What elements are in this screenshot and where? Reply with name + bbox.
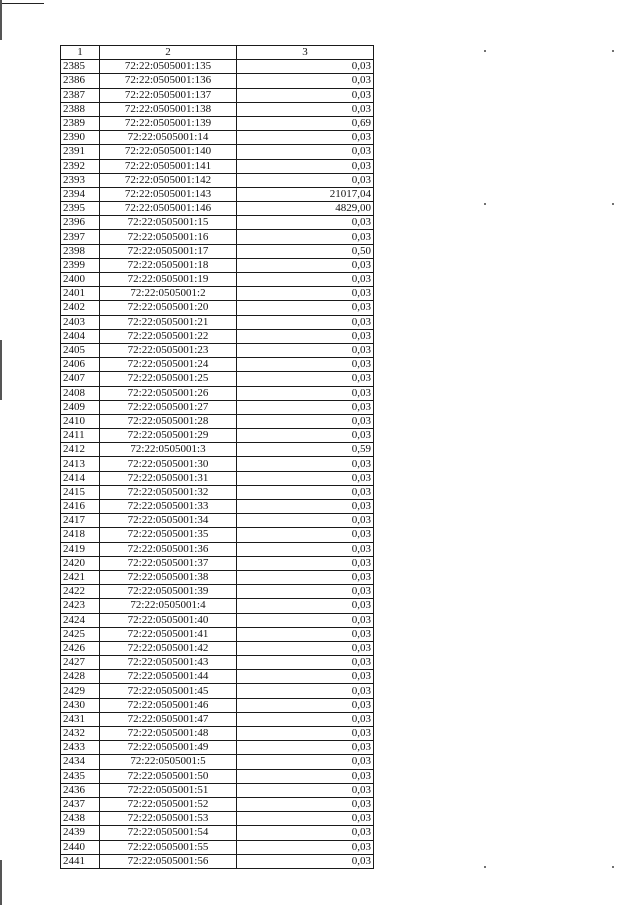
- table-row: [61, 684, 374, 698]
- table-row: [61, 372, 374, 386]
- area-value-cell: 0,59: [237, 443, 374, 457]
- row-number-cell: 2411: [61, 429, 100, 443]
- area-value-cell: 0,03: [237, 471, 374, 485]
- area-value-cell: 0,03: [237, 585, 374, 599]
- area-value-cell: 0,69: [237, 116, 374, 130]
- row-number-cell: 2387: [61, 88, 100, 102]
- area-value-cell: 0,03: [237, 542, 374, 556]
- cadastral-number-cell: 72:22:0505001:33: [100, 500, 237, 514]
- cadastral-number-cell: 72:22:0505001:20: [100, 301, 237, 315]
- table-row: [61, 570, 374, 584]
- row-number-cell: 2393: [61, 173, 100, 187]
- area-value-cell: 0,03: [237, 315, 374, 329]
- cadastral-number-cell: 72:22:0505001:36: [100, 542, 237, 556]
- scan-speck: [612, 866, 614, 868]
- cadastral-number-cell: 72:22:0505001:30: [100, 457, 237, 471]
- area-value-cell: 0,03: [237, 514, 374, 528]
- table-row: [61, 116, 374, 130]
- cadastral-number-cell: 72:22:0505001:143: [100, 187, 237, 201]
- row-number-cell: 2429: [61, 684, 100, 698]
- area-value-cell: 0,03: [237, 570, 374, 584]
- row-number-cell: 2397: [61, 230, 100, 244]
- area-value-cell: 0,03: [237, 755, 374, 769]
- cadastral-number-cell: 72:22:0505001:25: [100, 372, 237, 386]
- area-value-cell: 0,03: [237, 429, 374, 443]
- table-row: [61, 400, 374, 414]
- cadastral-number-cell: 72:22:0505001:37: [100, 556, 237, 570]
- row-number-cell: 2399: [61, 258, 100, 272]
- cadastral-number-cell: 72:22:0505001:44: [100, 670, 237, 684]
- row-number-cell: 2423: [61, 599, 100, 613]
- row-number-cell: 2441: [61, 854, 100, 868]
- cadastral-number-cell: 72:22:0505001:32: [100, 485, 237, 499]
- row-number-cell: 2396: [61, 216, 100, 230]
- area-value-cell: 0,03: [237, 812, 374, 826]
- row-number-cell: 2425: [61, 627, 100, 641]
- area-value-cell: 0,03: [237, 258, 374, 272]
- row-number-cell: 2409: [61, 400, 100, 414]
- cadastral-number-cell: 72:22:0505001:47: [100, 712, 237, 726]
- table-row: [61, 429, 374, 443]
- row-number-cell: 2426: [61, 641, 100, 655]
- row-number-cell: 2433: [61, 741, 100, 755]
- area-value-cell: 0,03: [237, 854, 374, 868]
- cadastral-number-cell: 72:22:0505001:16: [100, 230, 237, 244]
- table-row: [61, 301, 374, 315]
- area-value-cell: 0,03: [237, 769, 374, 783]
- area-value-cell: 0,03: [237, 358, 374, 372]
- cadastral-number-cell: 72:22:0505001:23: [100, 343, 237, 357]
- area-value-cell: 0,03: [237, 528, 374, 542]
- table-row: [61, 656, 374, 670]
- table-row: [61, 613, 374, 627]
- table-row: [61, 599, 374, 613]
- area-value-cell: 0,03: [237, 159, 374, 173]
- cadastral-number-cell: 72:22:0505001:38: [100, 570, 237, 584]
- table-row: [61, 528, 374, 542]
- row-number-cell: 2418: [61, 528, 100, 542]
- row-number-cell: 2388: [61, 102, 100, 116]
- row-number-cell: 2410: [61, 414, 100, 428]
- cadastral-number-cell: 72:22:0505001:48: [100, 727, 237, 741]
- row-number-cell: 2438: [61, 812, 100, 826]
- scan-left-edge-top: [0, 0, 2, 40]
- scan-speck: [484, 50, 486, 52]
- table-row: [61, 485, 374, 499]
- table-row: [61, 358, 374, 372]
- table-row: [61, 443, 374, 457]
- row-number-cell: 2394: [61, 187, 100, 201]
- row-number-cell: 2427: [61, 656, 100, 670]
- area-value-cell: 0,03: [237, 457, 374, 471]
- row-number-cell: 2402: [61, 301, 100, 315]
- row-number-cell: 2419: [61, 542, 100, 556]
- table-row: [61, 343, 374, 357]
- area-value-cell: 0,03: [237, 500, 374, 514]
- table-row: [61, 244, 374, 258]
- cadastral-number-cell: 72:22:0505001:146: [100, 202, 237, 216]
- table-row: [61, 514, 374, 528]
- scan-speck: [484, 203, 486, 205]
- table-row: [61, 187, 374, 201]
- cadastral-number-cell: 72:22:0505001:41: [100, 627, 237, 641]
- table-row: [61, 287, 374, 301]
- row-number-cell: 2430: [61, 698, 100, 712]
- row-number-cell: 2385: [61, 60, 100, 74]
- parcel-table: [60, 45, 374, 869]
- cadastral-number-cell: 72:22:0505001:18: [100, 258, 237, 272]
- table-row: [61, 783, 374, 797]
- cadastral-number-cell: 72:22:0505001:17: [100, 244, 237, 258]
- cadastral-number-cell: 72:22:0505001:35: [100, 528, 237, 542]
- table-header-row: [61, 46, 374, 60]
- row-number-cell: 2439: [61, 826, 100, 840]
- area-value-cell: 0,03: [237, 741, 374, 755]
- table-row: [61, 698, 374, 712]
- area-value-cell: 0,03: [237, 485, 374, 499]
- cadastral-number-cell: 72:22:0505001:46: [100, 698, 237, 712]
- table-row: [61, 500, 374, 514]
- row-number-cell: 2416: [61, 500, 100, 514]
- cadastral-number-cell: 72:22:0505001:5: [100, 755, 237, 769]
- cadastral-number-cell: 72:22:0505001:136: [100, 74, 237, 88]
- cadastral-number-cell: 72:22:0505001:27: [100, 400, 237, 414]
- table-row: [61, 471, 374, 485]
- area-value-cell: 0,03: [237, 656, 374, 670]
- row-number-cell: 2421: [61, 570, 100, 584]
- area-value-cell: 0,03: [237, 301, 374, 315]
- area-value-cell: 0,03: [237, 386, 374, 400]
- area-value-cell: 0,03: [237, 698, 374, 712]
- table-row: [61, 727, 374, 741]
- area-value-cell: 0,03: [237, 60, 374, 74]
- cadastral-number-cell: 72:22:0505001:141: [100, 159, 237, 173]
- table-row: [61, 542, 374, 556]
- table-row: [61, 202, 374, 216]
- cadastral-number-cell: 72:22:0505001:39: [100, 585, 237, 599]
- row-number-cell: 2401: [61, 287, 100, 301]
- cadastral-number-cell: 72:22:0505001:50: [100, 769, 237, 783]
- row-number-cell: 2412: [61, 443, 100, 457]
- table-row: [61, 556, 374, 570]
- area-value-cell: 0,03: [237, 627, 374, 641]
- cadastral-number-cell: 72:22:0505001:49: [100, 741, 237, 755]
- cadastral-number-cell: 72:22:0505001:2: [100, 287, 237, 301]
- area-value-cell: 0,03: [237, 88, 374, 102]
- cadastral-number-cell: 72:22:0505001:31: [100, 471, 237, 485]
- area-value-cell: 0,03: [237, 74, 374, 88]
- table-row: [61, 712, 374, 726]
- table-row: [61, 627, 374, 641]
- table-row: [61, 74, 374, 88]
- scan-speck: [612, 50, 614, 52]
- cadastral-number-cell: 72:22:0505001:45: [100, 684, 237, 698]
- area-value-cell: 0,03: [237, 173, 374, 187]
- table-row: [61, 414, 374, 428]
- area-value-cell: 0,03: [237, 414, 374, 428]
- scan-left-edge-mid: [0, 340, 2, 400]
- row-number-cell: 2424: [61, 613, 100, 627]
- table-row: [61, 258, 374, 272]
- cadastral-number-cell: 72:22:0505001:135: [100, 60, 237, 74]
- area-value-cell: 0,03: [237, 670, 374, 684]
- row-number-cell: 2413: [61, 457, 100, 471]
- cadastral-number-cell: 72:22:0505001:29: [100, 429, 237, 443]
- area-value-cell: 0,03: [237, 343, 374, 357]
- cadastral-number-cell: 72:22:0505001:40: [100, 613, 237, 627]
- row-number-cell: 2417: [61, 514, 100, 528]
- table-row: [61, 826, 374, 840]
- cadastral-number-cell: 72:22:0505001:140: [100, 145, 237, 159]
- row-number-cell: 2390: [61, 131, 100, 145]
- row-number-cell: 2392: [61, 159, 100, 173]
- area-value-cell: 0,03: [237, 840, 374, 854]
- area-value-cell: 0,03: [237, 613, 374, 627]
- row-number-cell: 2436: [61, 783, 100, 797]
- table-row: [61, 457, 374, 471]
- cadastral-number-cell: 72:22:0505001:56: [100, 854, 237, 868]
- table-row: [61, 812, 374, 826]
- cadastral-number-cell: 72:22:0505001:3: [100, 443, 237, 457]
- cadastral-number-cell: 72:22:0505001:24: [100, 358, 237, 372]
- cadastral-number-cell: 72:22:0505001:139: [100, 116, 237, 130]
- table-row: [61, 797, 374, 811]
- area-value-cell: 0,03: [237, 131, 374, 145]
- scan-speck: [612, 203, 614, 205]
- area-value-cell: 0,03: [237, 230, 374, 244]
- row-number-cell: 2432: [61, 727, 100, 741]
- table-row: [61, 131, 374, 145]
- row-number-cell: 2400: [61, 273, 100, 287]
- scan-corner-mark: [0, 3, 44, 4]
- row-number-cell: 2389: [61, 116, 100, 130]
- area-value-cell: 0,03: [237, 684, 374, 698]
- cadastral-number-cell: 72:22:0505001:26: [100, 386, 237, 400]
- row-number-cell: 2435: [61, 769, 100, 783]
- area-value-cell: 0,03: [237, 712, 374, 726]
- cadastral-number-cell: 72:22:0505001:54: [100, 826, 237, 840]
- table-row: [61, 173, 374, 187]
- area-value-cell: 0,50: [237, 244, 374, 258]
- table-row: [61, 641, 374, 655]
- table-row: [61, 386, 374, 400]
- area-value-cell: 0,03: [237, 727, 374, 741]
- cadastral-number-cell: 72:22:0505001:15: [100, 216, 237, 230]
- row-number-cell: 2431: [61, 712, 100, 726]
- table-row: [61, 854, 374, 868]
- table-row: [61, 230, 374, 244]
- area-value-cell: 0,03: [237, 372, 374, 386]
- area-value-cell: 0,03: [237, 102, 374, 116]
- area-value-cell: 0,03: [237, 145, 374, 159]
- cadastral-number-cell: 72:22:0505001:28: [100, 414, 237, 428]
- row-number-cell: 2414: [61, 471, 100, 485]
- cadastral-number-cell: 72:22:0505001:51: [100, 783, 237, 797]
- column-header-3: 3: [237, 46, 374, 60]
- table-row: [61, 60, 374, 74]
- row-number-cell: 2407: [61, 372, 100, 386]
- row-number-cell: 2398: [61, 244, 100, 258]
- area-value-cell: 0,03: [237, 599, 374, 613]
- cadastral-number-cell: 72:22:0505001:22: [100, 329, 237, 343]
- area-value-cell: 0,03: [237, 273, 374, 287]
- table-row: [61, 145, 374, 159]
- row-number-cell: 2422: [61, 585, 100, 599]
- area-value-cell: 0,03: [237, 287, 374, 301]
- cadastral-number-cell: 72:22:0505001:14: [100, 131, 237, 145]
- row-number-cell: 2391: [61, 145, 100, 159]
- area-value-cell: 0,03: [237, 783, 374, 797]
- cadastral-number-cell: 72:22:0505001:19: [100, 273, 237, 287]
- row-number-cell: 2437: [61, 797, 100, 811]
- cadastral-number-cell: 72:22:0505001:34: [100, 514, 237, 528]
- area-value-cell: 4829,00: [237, 202, 374, 216]
- cadastral-number-cell: 72:22:0505001:21: [100, 315, 237, 329]
- cadastral-number-cell: 72:22:0505001:55: [100, 840, 237, 854]
- column-header-2: 2: [100, 46, 237, 60]
- row-number-cell: 2428: [61, 670, 100, 684]
- table-row: [61, 159, 374, 173]
- table-row: [61, 670, 374, 684]
- area-value-cell: 0,03: [237, 400, 374, 414]
- cadastral-number-cell: 72:22:0505001:43: [100, 656, 237, 670]
- area-value-cell: 0,03: [237, 216, 374, 230]
- cadastral-number-cell: 72:22:0505001:4: [100, 599, 237, 613]
- cadastral-number-cell: 72:22:0505001:42: [100, 641, 237, 655]
- area-value-cell: 0,03: [237, 641, 374, 655]
- column-header-1: 1: [61, 46, 100, 60]
- table-row: [61, 585, 374, 599]
- row-number-cell: 2420: [61, 556, 100, 570]
- row-number-cell: 2440: [61, 840, 100, 854]
- row-number-cell: 2405: [61, 343, 100, 357]
- row-number-cell: 2386: [61, 74, 100, 88]
- area-value-cell: 0,03: [237, 329, 374, 343]
- row-number-cell: 2434: [61, 755, 100, 769]
- row-number-cell: 2404: [61, 329, 100, 343]
- area-value-cell: 0,03: [237, 826, 374, 840]
- scan-speck: [484, 866, 486, 868]
- area-value-cell: 0,03: [237, 797, 374, 811]
- cadastral-number-cell: 72:22:0505001:52: [100, 797, 237, 811]
- cadastral-number-cell: 72:22:0505001:53: [100, 812, 237, 826]
- table-body: [61, 60, 374, 869]
- table-row: [61, 88, 374, 102]
- table-row: [61, 755, 374, 769]
- scan-left-edge-bottom: [0, 860, 2, 905]
- cadastral-number-cell: 72:22:0505001:137: [100, 88, 237, 102]
- table-row: [61, 216, 374, 230]
- row-number-cell: 2395: [61, 202, 100, 216]
- row-number-cell: 2403: [61, 315, 100, 329]
- table-row: [61, 329, 374, 343]
- row-number-cell: 2406: [61, 358, 100, 372]
- table-row: [61, 741, 374, 755]
- table-row: [61, 769, 374, 783]
- table-row: [61, 273, 374, 287]
- cadastral-number-cell: 72:22:0505001:142: [100, 173, 237, 187]
- table-row: [61, 102, 374, 116]
- table-row: [61, 840, 374, 854]
- area-value-cell: 21017,04: [237, 187, 374, 201]
- row-number-cell: 2408: [61, 386, 100, 400]
- area-value-cell: 0,03: [237, 556, 374, 570]
- row-number-cell: 2415: [61, 485, 100, 499]
- table-row: [61, 315, 374, 329]
- cadastral-number-cell: 72:22:0505001:138: [100, 102, 237, 116]
